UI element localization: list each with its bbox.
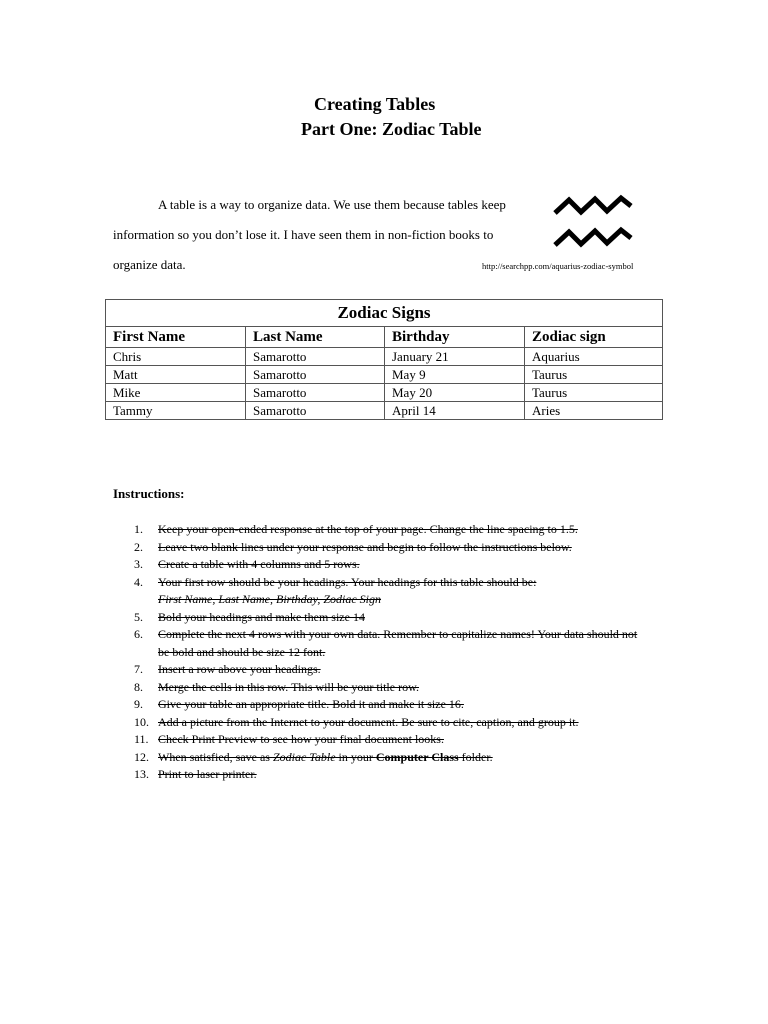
table-cell: Taurus [525,366,663,384]
table-cell: Samarotto [246,348,385,366]
step-number: 9. [134,697,143,711]
step-text: Merge the cells in this row. This will be your title row. [158,679,419,694]
step-number: 10. [134,714,149,729]
table-cell: Mike [106,384,246,402]
table-cell: May 9 [385,366,525,384]
intro-paragraph [113,190,538,280]
instructions-label: Instructions: [113,486,185,501]
image-caption: http://searchpp.com/aquarius-zodiac-symbol [482,261,634,271]
step-italic-text: Zodiac Table [272,749,336,764]
table-row [106,348,663,366]
list-item [134,714,649,732]
step-bold-text: Computer Class [375,749,459,764]
table-row [106,366,663,384]
step-text: Your first row should be your headings. Your headings for this table should be: [158,574,537,589]
list-item [134,556,649,574]
aquarius-symbol-icon [553,192,633,257]
step-text: Create a table with 4 columns and 5 rows. [158,557,360,571]
step-text: Check Print Preview to see how your final document looks. [158,732,444,746]
step-text-pre: When satisfied, save as [158,749,273,764]
step-text: Keep your open-ended response at the top of your page. Change the line spacing to 1.5. [158,522,578,536]
step-text: Complete the next 4 rows with your own data. Remember to capitalize names! Your data should not be bold and should be size 12 font. [158,627,638,659]
step-number: 5. [134,609,143,624]
list-item [134,696,649,714]
table-cell: Taurus [525,384,663,402]
zodiac-table [105,299,663,420]
table-cell: May 20 [385,384,525,402]
list-item [134,679,649,697]
step-italic-text: First Name, Last Name, Birthday, Zodiac Sign [158,592,382,606]
step-number: 6. [134,627,143,641]
table-row [106,402,663,420]
list-item [134,539,649,557]
step-text: Give your table an appropriate title. Bold it and make it size 16. [158,697,464,711]
intro-text: A table is a way to organize data. We use them because tables keep information so you don’t lose it. I have seen them in non-fiction books to organize data. [113,197,506,272]
list-item [134,731,649,749]
list-item [134,626,649,661]
table-cell: Chris [106,348,246,366]
table-cell: Matt [106,366,246,384]
step-text-post: folder. [458,749,493,764]
table-cell: Tammy [106,402,246,420]
list-item [134,609,649,627]
step-text: Print to laser printer. [158,767,257,781]
step-text: Insert a row above your headings. [158,662,321,676]
step-number: 7. [134,662,143,676]
step-number: 4. [134,574,143,589]
step-number: 11. [134,732,149,746]
table-cell: Samarotto [246,366,385,384]
step-number: 12. [134,749,149,764]
table-cell: Samarotto [246,402,385,420]
table-cell: April 14 [385,402,525,420]
step-number: 13. [134,767,149,781]
step-number: 2. [134,539,143,554]
header-first-name: First Name [106,327,246,348]
step-text: Leave two blank lines under your response and begin to follow the instructions below. [158,539,572,554]
table-title: Zodiac Signs [106,300,663,327]
step-text-mid: in your [335,749,376,764]
list-item [134,766,649,784]
header-birthday: Birthday [385,327,525,348]
step-text: Bold your headings and make them size 14 [158,609,365,624]
instructions-list [134,521,649,784]
table-cell: Samarotto [246,384,385,402]
table-cell: Aquarius [525,348,663,366]
page-title: Creating Tables [314,94,436,114]
table-cell: Aries [525,402,663,420]
table-row [106,384,663,402]
list-item [134,574,649,609]
list-item [134,749,649,767]
step-number: 8. [134,679,143,694]
step-number: 3. [134,557,143,571]
header-zodiac-sign: Zodiac sign [525,327,663,348]
step-text: Add a picture from the Internet to your document. Be sure to cite, caption, and group it. [158,714,579,729]
step-number: 1. [134,522,143,536]
table-cell: January 21 [385,348,525,366]
page-subtitle: Part One: Zodiac Table [301,119,482,139]
list-item [134,661,649,679]
header-last-name: Last Name [246,327,385,348]
list-item [134,521,649,539]
